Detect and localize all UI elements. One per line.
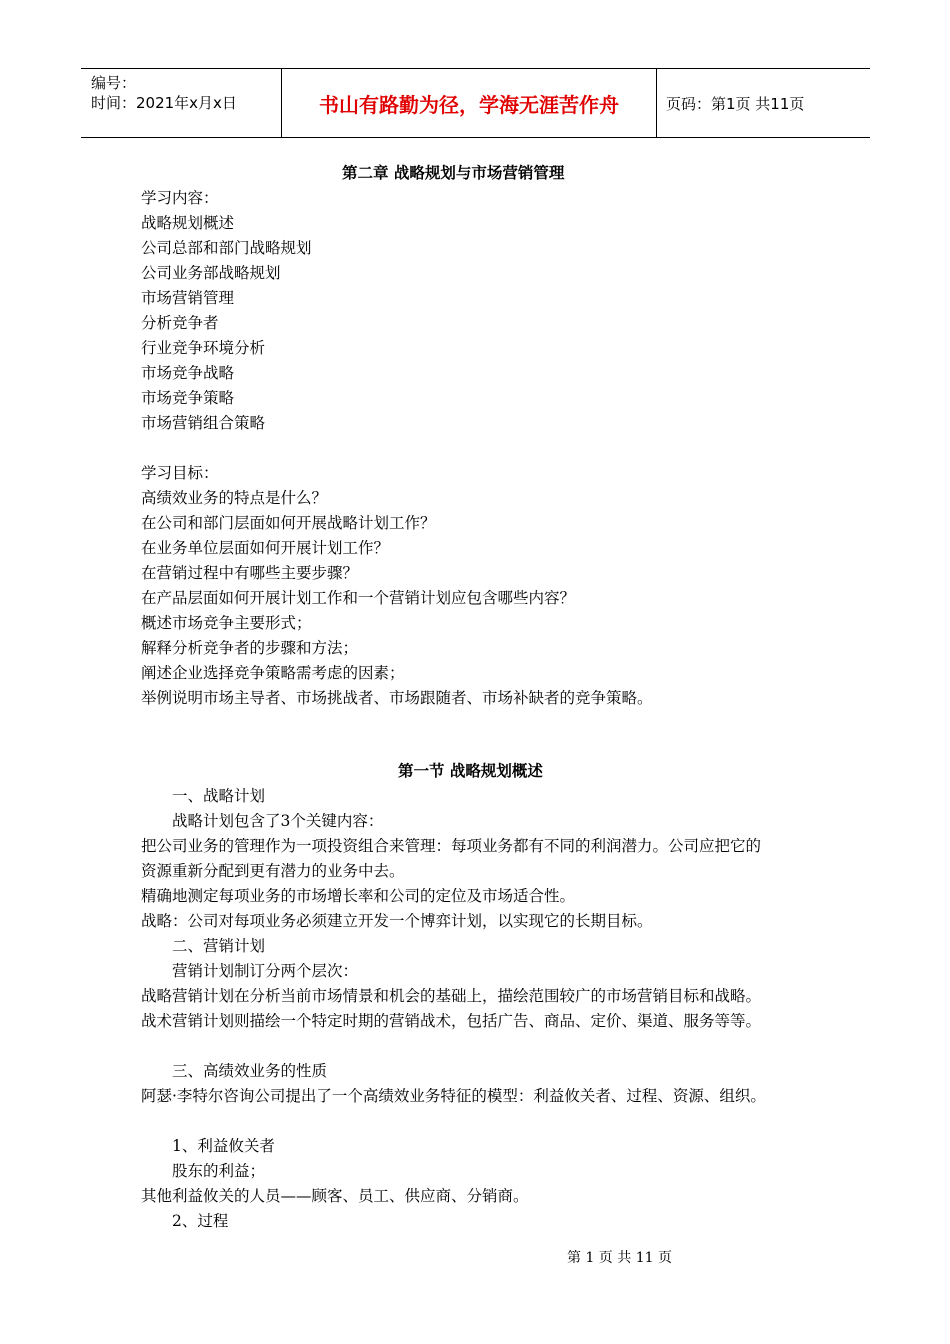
paragraph-line: 把公司业务的管理作为一项投资组合来管理：每项业务都有不同的利润潜力。公司应把它的: [141, 837, 762, 855]
paragraph-line: 精确地测定每项业务的市场增长率和公司的定位及市场适合性。: [141, 887, 576, 905]
list-item: 解释分析竞争者的步骤和方法；: [141, 639, 359, 657]
list-item: 市场营销管理: [141, 289, 235, 307]
list-item: 公司业务部战略规划: [141, 264, 281, 282]
list-item: 举例说明市场主导者、市场挑战者、市场跟随者、市场补缺者的竞争策略。: [141, 689, 653, 707]
list-item: 在业务单位层面如何开展计划工作？: [141, 539, 390, 557]
document-header: [81, 68, 870, 138]
list-item: 高绩效业务的特点是什么？: [141, 489, 328, 507]
list-item: 市场竞争策略: [141, 389, 235, 407]
paragraph-line: 资源重新分配到更有潜力的业务中去。: [141, 862, 405, 880]
paragraph-line: 战术营销计划则描绘一个特定时期的营销战术，包括广告、商品、定价、渠道、服务等等。: [141, 1012, 762, 1030]
list-item: 阐述企业选择竞争策略需考虑的因素；: [141, 664, 405, 682]
paragraph-line: 股东的利益；: [172, 1162, 266, 1180]
section-title: 第一节 战略规划概述: [398, 761, 543, 780]
study-goals-heading: 学习目标：: [141, 464, 219, 482]
page-footer: 第 1 页 共 11 页: [567, 1250, 672, 1266]
list-item: 分析竞争者: [141, 314, 219, 332]
subheading: 1、利益攸关者: [172, 1137, 275, 1155]
list-item: 在公司和部门层面如何开展战略计划工作？: [141, 514, 436, 532]
paragraph-line: 阿瑟·李特尔咨询公司提出了一个高绩效业务特征的模型：利益攸关者、过程、资源、组织。: [141, 1087, 766, 1105]
header-left-cell: [81, 69, 281, 137]
list-item: 行业竞争环境分析: [141, 339, 266, 357]
paragraph-line: 营销计划制订分两个层次：: [172, 962, 359, 980]
paragraph-line: 战略：公司对每项业务必须建立开发一个博弈计划，以实现它的长期目标。: [141, 912, 653, 930]
list-item: 概述市场竞争主要形式；: [141, 614, 312, 632]
chapter-title: 第二章 战略规划与市场营销管理: [342, 163, 565, 182]
list-item: 在产品层面如何开展计划工作和一个营销计划应包含哪些内容？: [141, 589, 576, 607]
header-motto: 书山有路勤为径，学海无涯苦作舟: [281, 69, 657, 137]
paragraph-line: 战略营销计划在分析当前市场情景和机会的基础上，描绘范围较广的市场营销目标和战略。: [141, 987, 762, 1005]
list-item: 市场竞争战略: [141, 364, 235, 382]
subheading: 一、战略计划: [172, 787, 266, 805]
date-line: 时间：2021年x月x日: [91, 94, 237, 112]
number-label: 编号：: [91, 74, 137, 92]
header-page-info: 页码：第1页 共11页: [666, 94, 805, 113]
paragraph-line: 其他利益攸关的人员——顾客、员工、供应商、分销商。: [141, 1187, 529, 1205]
list-item: 公司总部和部门战略规划: [141, 239, 312, 257]
subheading: 三、高绩效业务的性质: [172, 1062, 328, 1080]
subheading: 二、营销计划: [172, 937, 266, 955]
study-content-heading: 学习内容：: [141, 189, 219, 207]
paragraph-line: 战略计划包含了3个关键内容：: [172, 812, 384, 830]
list-item: 在营销过程中有哪些主要步骤？: [141, 564, 359, 582]
subheading: 2、过程: [172, 1212, 229, 1230]
list-item: 市场营销组合策略: [141, 414, 266, 432]
list-item: 战略规划概述: [141, 214, 235, 232]
